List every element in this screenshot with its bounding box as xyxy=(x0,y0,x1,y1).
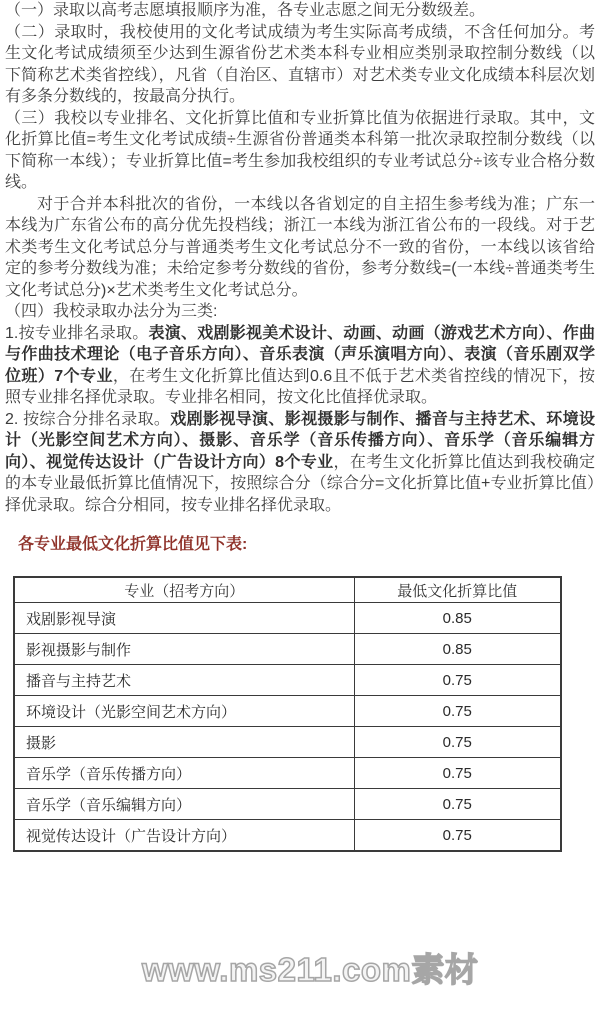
major-cell: 影视摄影与制作 xyxy=(14,634,354,665)
col-header-major: 专业（招考方向） xyxy=(14,577,354,603)
ratio-cell: 0.75 xyxy=(354,727,561,758)
method-1-majors: 表演、戏剧影视美术设计、动画、动画（游戏艺术方向）、作曲与作曲技术理论（电子音乐方向）、音乐表演（声乐演唱方向）、表演（音乐剧双学位班）7个专业 xyxy=(5,324,595,385)
major-cell: 环境设计（光影空间艺术方向） xyxy=(14,696,354,727)
table-row xyxy=(14,727,561,758)
major-cell: 音乐学（音乐传播方向） xyxy=(14,758,354,789)
clause-4: （四）我校录取办法分为三类: xyxy=(5,303,218,320)
method-1-prefix: 1.按专业排名录取。 xyxy=(5,324,149,342)
ratio-cell: 0.75 xyxy=(354,665,561,696)
table-row xyxy=(14,665,561,696)
site-watermark: www.ms211.com素材 xyxy=(142,951,479,988)
ratio-cell: 0.75 xyxy=(354,820,561,852)
table-row xyxy=(14,789,561,820)
major-cell: 音乐学（音乐编辑方向） xyxy=(14,789,354,820)
table-row xyxy=(14,603,561,634)
major-cell: 摄影 xyxy=(14,727,354,758)
major-cell: 视觉传达设计（广告设计方向） xyxy=(14,820,354,852)
table-row xyxy=(14,634,561,665)
major-cell: 播音与主持艺术 xyxy=(14,665,354,696)
table-header-row xyxy=(14,577,561,603)
table-heading: 各专业最低文化折算比值见下表: xyxy=(18,536,248,553)
clause-1: （一）录取以高考志愿填报顺序为准，各专业志愿之间无分数级差。 xyxy=(5,2,486,19)
clause-3-note: 对于合并本科批次的省份，一本线以各省划定的自主招生参考线为准；广东一本线为广东省公布的高分优先投档线；浙江一本线为浙江省公布的一段线。对于艺术类考生文化考试总分与普通类考生文化考试总分不一致的省份，一本线以该省给定的参考分数线为准；未给定参考分数线的省份，参考分数线=(一本线÷普通类考生文化考试总分)×艺术类考生文化考试总分。 xyxy=(5,195,595,299)
table-row xyxy=(14,758,561,789)
method-1 xyxy=(5,323,595,409)
document-body xyxy=(5,0,595,852)
ratio-cell: 0.75 xyxy=(354,789,561,820)
table-row xyxy=(14,820,561,852)
method-2-majors: 戏剧影视导演、影视摄影与制作、播音与主持艺术、环境设计（光影空间艺术方向）、摄影、音乐学（音乐传播方向）、音乐学（音乐编辑方向）、视觉传达设计（广告设计方向）8个专业 xyxy=(5,410,595,471)
ratio-cell: 0.85 xyxy=(354,603,561,634)
method-1-rule: ，在考生文化折算比值达到0.6且不低于艺术类省控线的情况下，按照专业排名择优录取。专业排名相同，按文化比值择优录取。 xyxy=(5,367,595,406)
method-2-prefix: 2. 按综合分排名录取。 xyxy=(5,410,171,428)
col-header-ratio: 最低文化折算比值 xyxy=(354,577,561,603)
ratio-cell: 0.85 xyxy=(354,634,561,665)
method-2 xyxy=(5,409,595,517)
ratio-table xyxy=(13,576,562,852)
method-2-rule: ，在考生文化折算比值达到我校确定的本专业最低折算比值情况下，按照综合分（综合分=文化折算比值+专业折算比值）择优录取。综合分相同，按专业排名择优录取。 xyxy=(5,453,595,514)
clause-2: （二）录取时，我校使用的文化考试成绩为考生实际高考成绩，不含任何加分。考生文化考试成绩须至少达到生源省份艺术类本科专业相应类别录取控制分数线（以下简称艺术类省控线），凡省（自治区、直辖市）对艺术类专业文化成绩本科层次划有多条分数线的，按最高分执行。 xyxy=(5,23,595,105)
clause-3: （三）我校以专业排名、文化折算比值和专业折算比值为依据进行录取。其中，文化折算比值=考生文化考试成绩÷生源省份普通类本科第一批次录取控制分数线（以下简称一本线）；专业折算比值=考生参加我校组织的专业考试总分÷该专业合格分数线。 xyxy=(5,109,595,191)
ratio-cell: 0.75 xyxy=(354,758,561,789)
table-row xyxy=(14,696,561,727)
ratio-cell: 0.75 xyxy=(354,696,561,727)
major-cell: 戏剧影视导演 xyxy=(14,603,354,634)
